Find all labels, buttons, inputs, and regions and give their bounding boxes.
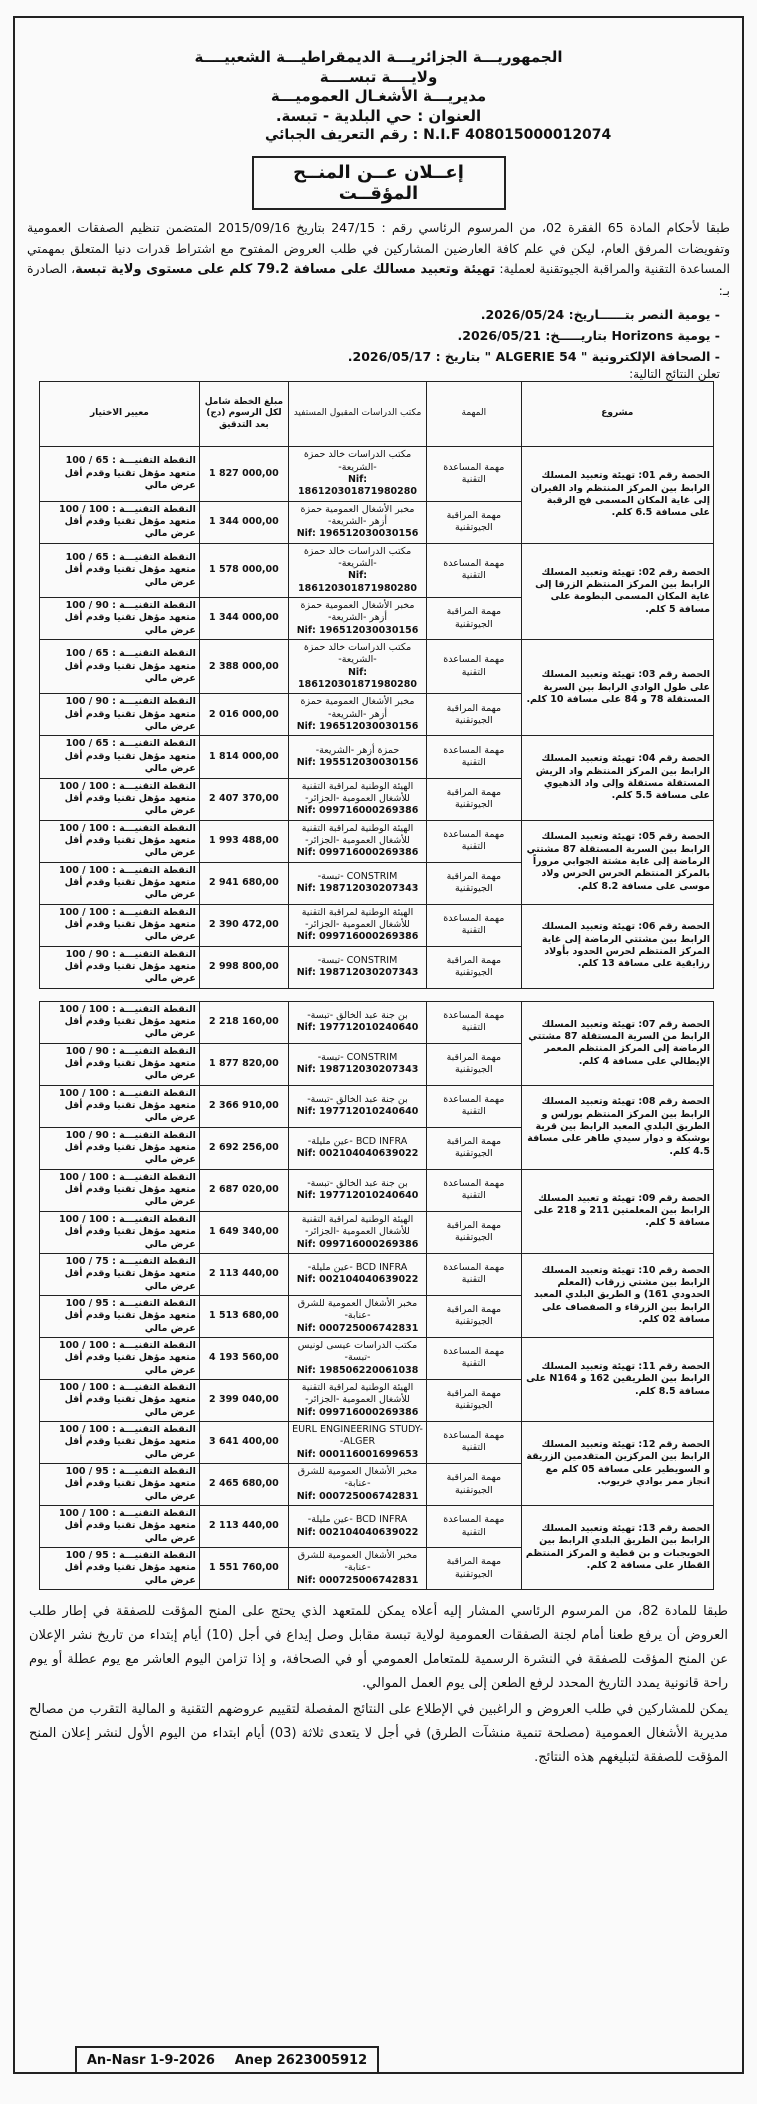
table-row [40, 1085, 714, 1127]
table-row [40, 736, 714, 778]
header [15, 18, 742, 144]
table-row [40, 447, 714, 501]
appeal-paragraph: طبقا للمادة 82، من المرسوم الرئاسي المشار إليه أعلاه يمكن للمتعهد الذي يحتج على المنح المؤقت للصفقة في إطار طلب العروض أن يرفع طعنا أمام لجنة الصفقات العمومية لولاية تبسة مقابل وصل إيداع في أجل (10) أيام إبتداء من تاريخ نشر الإعلان عن المنح المؤقت للصفقة في النشرة الرسمية للمتعامل العمومي أو في الصحافة، و إذا تزامن اليوم العاشر مع يوم عطلة أو يوم راحة قانونية يمدد التاريخ المحدد لرفع الطعن إلى يوم العمل الموالي. [29, 1604, 728, 1692]
cell-criteria: النقطة التقنيـــة : 90 / 100 متعهد مؤهل تقنيا وقدم أقل عرض مالي [40, 598, 200, 640]
cell-mission: مهمة المساعدة التقنية [427, 1253, 522, 1295]
table-row [40, 1253, 714, 1295]
office-name: الهيئة الوطنية لمراقبة التقنية للأشغال العمومية -الجزائر- [301, 822, 414, 846]
cell-criteria: النقطة التقنيـــة : 90 / 100 متعهد مؤهل تقنيا وقدم أقل عرض مالي [40, 946, 200, 988]
cell-amount: 1 344 000,00 [199, 501, 288, 543]
office-name: مكتب الدراسات خالد حمزة -الشريعة- [303, 449, 412, 473]
office-nif: Nif: 186120301871980280 [298, 473, 417, 498]
cell-project: الحصة رقم 06: تهيئة وتعبيد المسلك الرابط بين مشتتي الرماضة إلى غاية المركز المنتظم لحرس الحدود بأولاد رزايقية على مسافة 13 كلم. [521, 904, 713, 988]
cell-office [288, 736, 426, 778]
cell-amount: 2 687 020,00 [199, 1169, 288, 1211]
cell-mission: مهمة المساعدة التقنية [427, 447, 522, 501]
cell-office [288, 1421, 426, 1463]
office-name: مخبر الأشغال العمومية للشرق -عنابة- [297, 1297, 418, 1322]
cell-amount: 2 941 680,00 [199, 862, 288, 904]
cell-amount: 2 366 910,00 [199, 1085, 288, 1127]
cell-project: الحصة رقم 11: تهيئة وتعبيد المسلك الرابط بين الطريقين 162 و N164 على مسافة 8.5 كلم. [521, 1337, 713, 1421]
office-nif: Nif: 195512030030156 [296, 756, 419, 768]
cell-mission: مهمة المراقبة الجيوتقنية [427, 501, 522, 543]
cell-mission: مهمة المراقبة الجيوتقنية [427, 1464, 522, 1506]
cell-mission: مهمة المساعدة التقنية [427, 1337, 522, 1379]
cell-amount: 1 344 000,00 [199, 598, 288, 640]
cell-mission: مهمة المساعدة التقنية [427, 1506, 522, 1548]
consultation-paragraph: يمكن للمشاركين في طلب العروض و الراغبين في الإطلاع على النتائج المفصلة لتقييم عروضهم التقنية و المالية التقرب من مصالح مديرية الأشغال العمومية (مصلحة تنمية منشآت الطرق) في أجل لا يتعدى ثلاثة (03) أيام ابتداء من اليوم الأول لنشر إعلان المنح المؤقت للصفقة لتبليغهم هذه النتائج. [29, 1702, 729, 1766]
cell-criteria: النقطة التقنيـــة : 95 / 100 متعهد مؤهل تقنيا وقدم أقل عرض مالي [40, 1464, 200, 1506]
cell-mission: مهمة المراقبة الجيوتقنية [427, 1043, 522, 1085]
cell-office [288, 1548, 426, 1590]
cell-mission: مهمة المراقبة الجيوتقنية [427, 1379, 522, 1421]
cell-amount: 3 641 400,00 [199, 1421, 288, 1463]
office-nif: Nif: 196512030030156 [296, 624, 419, 636]
cell-office [288, 543, 426, 597]
cell-criteria: النقطة التقنيـــة : 65 / 100 متعهد مؤهل تقنيا وقدم أقل عرض مالي [40, 447, 200, 501]
office-nif: Nif: 099716000269386 [296, 1406, 419, 1418]
cell-project: الحصة رقم 07: تهيئة وتعبيد المسلك الرابط من السرية المستقلة 87 مشتتي الرماضة إلى المركز المنتظم المعمر الإيطالي على مسافة 4 كلم. [521, 1001, 713, 1085]
cell-mission: مهمة المساعدة التقنية [427, 1085, 522, 1127]
cell-mission: مهمة المساعدة التقنية [427, 736, 522, 778]
header-office: مكتب الدراسات المقبول المستفيد [288, 382, 426, 447]
cell-amount: 1 649 340,00 [199, 1211, 288, 1253]
cell-criteria: النقطة التقنيـــة : 90 / 100 متعهد مؤهل تقنيا وقدم أقل عرض مالي [40, 1043, 200, 1085]
cell-office [288, 862, 426, 904]
table-gap [40, 988, 714, 1001]
office-nif: Nif: 000725006742831 [296, 1322, 419, 1334]
announcement-title: إعــلان عــن المنــح المؤقــت [252, 156, 506, 210]
office-nif: Nif: 197712010240640 [296, 1106, 419, 1118]
cell-criteria: النقطة التقنيـــة : 65 / 100 متعهد مؤهل تقنيا وقدم أقل عرض مالي [40, 736, 200, 778]
cell-amount: 1 993 488,00 [199, 820, 288, 862]
office-nif: Nif: 198712030207343 [296, 883, 419, 895]
publication-item: - يومية Horizons بتاريـــــخ: 2026/05/21. [457, 327, 720, 343]
cell-project: الحصة رقم 09: تهيئة و تعبيد المسلك الرابط بين المعلمتين 211 و 218 على مسافة 5 كلم. [521, 1169, 713, 1253]
office-nif: Nif: 000116001699653 [296, 1448, 419, 1460]
office-nif: Nif: 198712030207343 [296, 967, 419, 979]
table-row [40, 1337, 714, 1379]
cell-mission: مهمة المراقبة الجيوتقنية [427, 1295, 522, 1337]
cell-amount: 1 877 820,00 [199, 1043, 288, 1085]
cell-criteria: النقطة التقنيـــة : 100 / 100 متعهد مؤهل تقنيا وقدم أقل عرض مالي [40, 1001, 200, 1043]
office-name: الهيئة الوطنية لمراقبة التقنية للأشغال العمومية -الجزائر- [301, 906, 414, 930]
header-project: مشروع [521, 382, 713, 447]
cell-criteria: النقطة التقنيـــة : 100 / 100 متعهد مؤهل تقنيا وقدم أقل عرض مالي [40, 1169, 200, 1211]
cell-criteria: النقطة التقنيـــة : 100 / 100 متعهد مؤهل تقنيا وقدم أقل عرض مالي [40, 1085, 200, 1127]
office-nif: Nif: 186120301871980280 [298, 570, 417, 594]
office-nif: Nif: 198506220061038 [296, 1364, 419, 1376]
tax-id: رقم التعريف الجبائي : N.I.F 408015000012074 [265, 127, 612, 143]
table-row [40, 1506, 714, 1548]
cell-criteria: النقطة التقنيـــة : 100 / 100 متعهد مؤهل تقنيا وقدم أقل عرض مالي [40, 1379, 200, 1421]
cell-office [288, 447, 426, 501]
cell-office [288, 1169, 426, 1211]
anep-reference-bar [75, 2046, 379, 2072]
cell-criteria: النقطة التقنيـــة : 100 / 100 متعهد مؤهل تقنيا وقدم أقل عرض مالي [40, 1337, 200, 1379]
cell-criteria: النقطة التقنيـــة : 100 / 100 متعهد مؤهل تقنيا وقدم أقل عرض مالي [40, 1506, 200, 1548]
cell-office [288, 1253, 426, 1295]
cell-project: الحصة رقم 01: تهيئة وتعبيد المسلك الرابط بين المركز المنتظم واد الفيران إلى غاية المكان المسمى فج الرقبة على مسافة 6.5 كلم. [521, 447, 713, 543]
cell-mission: مهمة المراقبة الجيوتقنية [427, 946, 522, 988]
table-row [40, 1001, 714, 1043]
results-table [39, 381, 714, 1590]
cell-criteria: النقطة التقنيـــة : 100 / 100 متعهد مؤهل تقنيا وقدم أقل عرض مالي [40, 1211, 200, 1253]
office-name: BCD INFRA -عين مليلة- [307, 1262, 408, 1274]
cell-project: الحصة رقم 08: تهيئة وتعبيد المسلك الرابط بين المركز المنتظم بورلس و الطريق البلدي المعبد الرابط بين قرية بوشبكة و دوار سيدي طاهر على مسافة 4.5 كلم. [521, 1085, 713, 1169]
cell-amount: 2 998 800,00 [199, 946, 288, 988]
cell-project: الحصة رقم 03: تهيئة وتعبيد المسلك على طول الوادي الرابط بين السرية المستقلة 78 و 84 على مسافة 10 كلم. [521, 640, 713, 736]
office-name: بن جنة عبد الخالق -تبسة- [307, 1177, 408, 1189]
office-nif: Nif: 099716000269386 [296, 847, 419, 859]
cell-mission: مهمة المراقبة الجيوتقنية [427, 1127, 522, 1169]
publication-item: - الصحافة الإلكترونية " ALGERIE 54 " بتاريخ : 2026/05/17. [347, 349, 720, 364]
cell-criteria: النقطة التقنيـــة : 95 / 100 متعهد مؤهل تقنيا وقدم أقل عرض مالي [40, 1295, 200, 1337]
office-name: BCD INFRA -عين مليلة- [307, 1135, 408, 1147]
wilaya-name: ولايــــة تبســــة [319, 67, 438, 86]
office-name: بن جنة عبد الخالق -تبسة- [307, 1009, 408, 1021]
cell-mission: مهمة المراقبة الجيوتقنية [427, 1548, 522, 1590]
cell-office [288, 1295, 426, 1337]
cell-office [288, 1506, 426, 1548]
cell-amount: 1 827 000,00 [199, 447, 288, 501]
cell-amount: 1 513 680,00 [199, 1295, 288, 1337]
cell-amount: 2 388 000,00 [199, 640, 288, 694]
cell-office [288, 820, 426, 862]
office-nif: Nif: 099716000269386 [296, 931, 419, 943]
cell-mission: مهمة المساعدة التقنية [427, 1421, 522, 1463]
cell-amount: 1 578 000,00 [199, 543, 288, 597]
office-name: مخبر الأشغال العمومية حمزة أزهر -الشريعة- [300, 503, 415, 527]
newspaper-reference: An-Nasr 1-9-2026 [86, 2052, 215, 2068]
intro-paragraph [15, 218, 742, 301]
cell-office [288, 946, 426, 988]
cell-mission: مهمة المساعدة التقنية [427, 1169, 522, 1211]
footer-text [15, 1590, 742, 1770]
cell-amount: 2 390 472,00 [199, 904, 288, 946]
cell-amount: 4 193 560,00 [199, 1337, 288, 1379]
cell-criteria: النقطة التقنيـــة : 100 / 100 متعهد مؤهل تقنيا وقدم أقل عرض مالي [40, 1421, 200, 1463]
table-row [40, 640, 714, 694]
office-nif: Nif: 099716000269386 [296, 805, 419, 817]
office-nif: Nif: 000725006742831 [296, 1490, 419, 1502]
table-row [40, 1169, 714, 1211]
cell-mission: مهمة المساعدة التقنية [427, 820, 522, 862]
cell-office [288, 1043, 426, 1085]
cell-criteria: النقطة التقنيـــة : 100 / 100 متعهد مؤهل تقنيا وقدم أقل عرض مالي [40, 820, 200, 862]
cell-mission: مهمة المراقبة الجيوتقنية [427, 598, 522, 640]
cell-amount: 2 399 040,00 [199, 1379, 288, 1421]
cell-amount: 1 551 760,00 [199, 1548, 288, 1590]
announcement-frame [13, 16, 744, 2074]
cell-office [288, 1379, 426, 1421]
cell-amount: 2 218 160,00 [199, 1001, 288, 1043]
office-nif: Nif: 198712030207343 [296, 1064, 419, 1076]
cell-amount: 2 407 370,00 [199, 778, 288, 820]
republic-name: الجمهوريـــة الجزائريـــة الديمقراطيـــة الشعبيــــة [194, 48, 563, 66]
table-row [40, 543, 714, 597]
cell-amount: 2 465 680,00 [199, 1464, 288, 1506]
office-name: CONSTRIM -تبسة- [317, 1051, 398, 1063]
table-row [40, 820, 714, 862]
office-name: CONSTRIM -تبسة- [317, 870, 398, 882]
office-name: مخبر الأشغال العمومية للشرق -عنابة- [297, 1550, 418, 1574]
office-nif: Nif: 099716000269386 [296, 1238, 419, 1250]
office-name: مكتب الدراسات خالد حمزة -الشريعة- [303, 642, 412, 666]
cell-mission: مهمة المراقبة الجيوتقنية [427, 1211, 522, 1253]
office-nif: Nif: 002104040639022 [296, 1148, 419, 1160]
cell-office [288, 1464, 426, 1506]
cell-amount: 2 113 440,00 [199, 1506, 288, 1548]
cell-project: الحصة رقم 12: تهيئة وتعبيد المسلك الرابط بين المركزين المتقدمين الزريقة و السويطير على مسافة 05 كلم مع انجاز ممر بوادي خريوب. [521, 1421, 713, 1505]
cell-criteria: النقطة التقنيـــة : 75 / 100 متعهد مؤهل تقنيا وقدم أقل عرض مالي [40, 1253, 200, 1295]
office-nif: Nif: 196512030030156 [296, 721, 419, 733]
cell-project: الحصة رقم 10: تهيئة وتعبيد المسلك الرابط بين مشتي زرقاب (المعلم الحدودي 161) و الطريق البلدي المعبد الرابط بين الزرقاء و الصفصاف على مسافة 02 كلم. [521, 1253, 713, 1337]
cell-criteria: النقطة التقنيـــة : 100 / 100 متعهد مؤهل تقنيا وقدم أقل عرض مالي [40, 501, 200, 543]
office-name: CONSTRIM -تبسة- [317, 954, 398, 966]
office-nif: Nif: 197712010240640 [296, 1190, 419, 1202]
office-nif: Nif: 002104040639022 [296, 1526, 419, 1538]
office-name: الهيئة الوطنية لمراقبة التقنية للأشغال العمومية -الجزائر- [301, 780, 414, 804]
office-name: مخبر الأشغال العمومية للشرق -عنابة- [297, 1466, 418, 1490]
cell-amount: 2 016 000,00 [199, 694, 288, 736]
header-mission: المهمة [427, 382, 522, 447]
cell-criteria: النقطة التقنيـــة : 100 / 100 متعهد مؤهل تقنيا وقدم أقل عرض مالي [40, 778, 200, 820]
directorate-name: مديريـــة الأشغـال العموميـــة [270, 87, 487, 105]
office-name: مخبر الأشغال العمومية حمزة أزهر -الشريعة- [300, 600, 415, 624]
office-name: مخبر الأشغال العمومية حمزة أزهر -الشريعة- [300, 696, 415, 720]
office-nif: Nif: 196512030030156 [296, 528, 419, 540]
table-body [40, 447, 714, 1590]
cell-mission: مهمة المراقبة الجيوتقنية [427, 694, 522, 736]
cell-office [288, 1211, 426, 1253]
table-row [40, 1421, 714, 1463]
publication-item: - يومية النصر بتــــــاريخ: 2026/05/24. [480, 306, 720, 322]
cell-office [288, 1127, 426, 1169]
cell-amount: 2 692 256,00 [199, 1127, 288, 1169]
cell-project: الحصة رقم 04: تهيئة وتعبيد المسلك الرابط بين المركز المنتظم واد الريش المستقلة مستقلة وإلى واد الذهيوي على مسافة 5.5 كلم. [521, 736, 713, 820]
results-label: تعلن النتائج التالية: [629, 367, 720, 382]
cell-project: الحصة رقم 05: تهيئة وتعبيد المسلك الرابط بين السرية المستقلة 87 مشتتي الرماضة إلى غاية مشتة الجوابي مروراً بالمركز المنتظم الحرس الحرس ولاد موسى على مسافة 8.2 كلم. [521, 820, 713, 904]
office-name: الهيئة الوطنية لمراقبة التقنية للأشغال العمومية -الجزائر- [301, 1213, 414, 1238]
address: العنوان : حي البلدية - تبسة. [275, 106, 482, 125]
cell-office [288, 640, 426, 694]
office-name: بن جنة عبد الخالق -تبسة- [307, 1093, 408, 1105]
office-name: EURL ENGINEERING STUDY-ALGER- [292, 1423, 423, 1448]
office-name: مكتب الدراسات عيسى لونيس -تبسة- [297, 1339, 418, 1364]
office-nif: Nif: 186120301871980280 [298, 666, 417, 691]
cell-criteria: النقطة التقنيـــة : 100 / 100 متعهد مؤهل تقنيا وقدم أقل عرض مالي [40, 862, 200, 904]
cell-criteria: النقطة التقنيـــة : 65 / 100 متعهد مؤهل تقنيا وقدم أقل عرض مالي [40, 640, 200, 694]
cell-office [288, 598, 426, 640]
cell-criteria: النقطة التقنيـــة : 90 / 100 متعهد مؤهل تقنيا وقدم أقل عرض مالي [40, 694, 200, 736]
cell-mission: مهمة المساعدة التقنية [427, 1001, 522, 1043]
cell-mission: مهمة المراقبة الجيوتقنية [427, 778, 522, 820]
office-name: حمزة أزهر -الشريعة- [315, 744, 400, 756]
cell-mission: مهمة المساعدة التقنية [427, 904, 522, 946]
header-criteria: معيير الاختيار [40, 382, 200, 447]
office-name: الهيئة الوطنية لمراقبة التقنية للأشغال العمومية -الجزائر- [301, 1381, 414, 1406]
cell-criteria: النقطة التقنيـــة : 100 / 100 متعهد مؤهل تقنيا وقدم أقل عرض مالي [40, 904, 200, 946]
operation-name: تهيئة وتعبيد مسالك على مسافة 79.2 كلم على مستوى ولاية تبسة [75, 262, 496, 278]
cell-office [288, 694, 426, 736]
office-name: BCD INFRA -عين مليلة- [307, 1514, 408, 1526]
cell-criteria: النقطة التقنيـــة : 95 / 100 متعهد مؤهل تقنيا وقدم أقل عرض مالي [40, 1548, 200, 1590]
cell-mission: مهمة المساعدة التقنية [427, 543, 522, 597]
cell-criteria: النقطة التقنيـــة : 65 / 100 متعهد مؤهل تقنيا وقدم أقل عرض مالي [40, 543, 200, 597]
cell-criteria: النقطة التقنيـــة : 90 / 100 متعهد مؤهل تقنيا وقدم أقل عرض مالي [40, 1127, 200, 1169]
table-header-row [40, 382, 714, 447]
intro-suffix: ، الصادرة بـ: [27, 261, 730, 298]
office-nif: Nif: 197712010240640 [296, 1022, 419, 1034]
office-nif: Nif: 000725006742831 [296, 1574, 419, 1586]
cell-office [288, 778, 426, 820]
cell-office [288, 1085, 426, 1127]
cell-office [288, 501, 426, 543]
office-name: مكتب الدراسات خالد حمزة -الشريعة- [303, 545, 412, 569]
cell-mission: مهمة المساعدة التقنية [427, 640, 522, 694]
table-row [40, 904, 714, 946]
cell-amount: 2 113 440,00 [199, 1253, 288, 1295]
intro-text: طبقا لأحكام المادة 65 الفقرة 02، من المرسوم الرئاسي رقم : 247/15 بتاريخ 2015/09/16 المتضمن تنظيم الصفقات العمومية وتفويضات المرفق العام، ليكن في علم كافة العارضين المشاركين في طلب العروض المفتوح مع اشتراط قدرات دنيا المتعلق بمهمتي المساعدة التقنية والمراقبة الجيوتقنية لعملية: [27, 220, 730, 277]
cell-mission: مهمة المراقبة الجيوتقنية [427, 862, 522, 904]
cell-project: الحصة رقم 02: تهيئة وتعبيد المسلك الرابط بين المركز المنتظم الزرقا إلى غاية المكان المسمى البطومة على مسافة 5 كلم. [521, 543, 713, 639]
office-nif: Nif: 002104040639022 [296, 1274, 419, 1286]
anep-reference: Anep 2623005912 [234, 2052, 368, 2068]
cell-office [288, 1001, 426, 1043]
publication-list [15, 304, 742, 368]
cell-project: الحصة رقم 13: تهيئة وتعبيد المسلك الرابط بين الطريق البلدي الرابط بين الحويجبات و بن قطية و المركز المنتظم القطار على مسافة 2 كلم. [521, 1506, 713, 1590]
header-amount: مبلغ الخطة شامل لكل الرسوم (دج) بعد التدقيق [199, 382, 288, 447]
cell-office [288, 904, 426, 946]
cell-office [288, 1337, 426, 1379]
cell-amount: 1 814 000,00 [199, 736, 288, 778]
